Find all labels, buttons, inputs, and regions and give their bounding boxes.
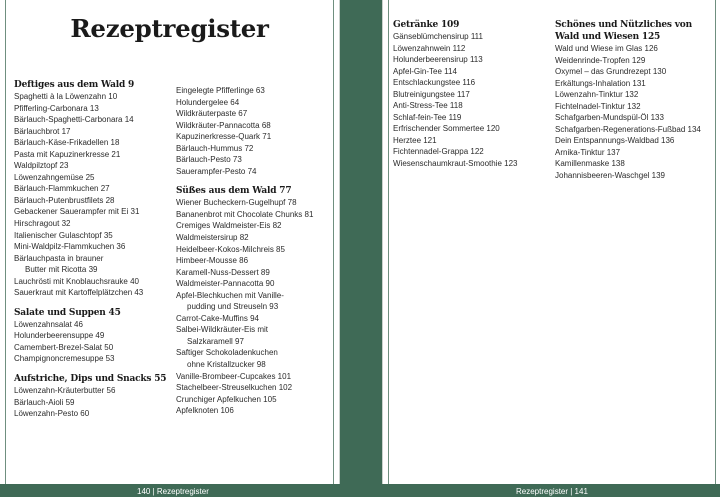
recipe-entry: Hirschragout 32 (14, 219, 71, 229)
recipe-entry: Erkältungs-Inhalation 131 (555, 78, 646, 88)
recipe-entry: Schlaf-fein-Tee 119 (393, 112, 462, 122)
recipe-entry: Eingelegte Pfifferlinge 63 (176, 86, 265, 95)
recipe-entry: Cremiges Waldmeister-Eis 82 (176, 221, 282, 231)
recipe-entry: Champignoncremesuppe 53 (14, 354, 115, 364)
section-spacer (176, 177, 313, 185)
recipe-entry: Apfel-Gin-Tee 114 (393, 66, 457, 76)
recipe-entry: Pasta mit Kapuzinerkresse 21 (14, 149, 121, 159)
recipe-entry: Löwenzahn-Pesto 60 (14, 409, 90, 419)
recipe-entry: Waldmeistersirup 82 (176, 233, 249, 243)
recipe-entry: Italienischer Gulaschtopf 35 (14, 230, 113, 240)
recipe-entry: Gebackener Sauerampfer mit Ei 31 (14, 207, 140, 217)
recipe-entry: Bärlauch-Putenbrustfilets 28 (14, 195, 115, 205)
recipe-entry: Waldmeister-Pannacotta 90 (176, 279, 275, 289)
recipe-entry: Schafgarben-Regenerations-Fußbad 134 (555, 124, 701, 134)
recipe-entry: Camembert-Brezel-Salat 50 (14, 342, 114, 352)
recipe-entry: Fichtelnadel-Tinktur 132 (555, 101, 641, 111)
recipe-entry: Löwenzahn-Kräuterbutter 56 (14, 386, 116, 396)
recipe-entry: Erfrischender Sommertee 120 (393, 124, 500, 134)
recipe-entry: Wiener Bucheckern-Gugelhupf 78 (176, 198, 297, 208)
recipe-entry: Lauchrösti mit Knoblauchsrauke 40 (14, 276, 139, 286)
recipe-entry: Bananenbrot mit Chocolate Chunks 81 (176, 209, 314, 219)
right-page-footer: Rezeptregister | 141 (516, 487, 588, 496)
recipe-entry: Wiesenschaumkraut-Smoothie 123 (393, 159, 518, 169)
page-frame-line (5, 0, 6, 484)
recipe-entry: Holunderbeerensuppe 49 (14, 331, 105, 341)
page-title: Rezeptregister (70, 14, 269, 43)
recipe-entry: Apfelknoten 106 (176, 406, 234, 416)
recipe-entry: Löwenzahngemüse 25 (14, 172, 95, 182)
page-frame-line (388, 0, 389, 484)
recipe-entry: Anti-Stress-Tee 118 (393, 101, 463, 111)
recipe-entry: Fichtennadel-Grappa 122 (393, 147, 484, 157)
recipe-entry: Bärlauch-Hummus 72 (176, 143, 254, 153)
left-page (0, 0, 340, 484)
section-heading: Wald und Wiesen 125 (555, 32, 661, 42)
recipe-entry: Mini-Waldpilz-Flammkuchen 36 (14, 242, 126, 252)
recipe-entry: Bärlauch-Pesto 73 (176, 155, 242, 165)
left-index-column-1 (14, 79, 166, 420)
recipe-entry: Entschlackungstee 116 (393, 78, 476, 88)
recipe-entry: Bärlauch-Spaghetti-Carbonara 14 (14, 115, 134, 125)
recipe-entry: Waldpilztopf 23 (14, 161, 69, 171)
recipe-entry: Schafgarben-Mundspül-Öl 133 (555, 113, 664, 123)
recipe-entry: Dein Entspannungs-Waldbad 136 (555, 136, 675, 146)
recipe-entry: Spaghetti à la Löwenzahn 10 (14, 92, 118, 101)
recipe-entry: Löwenzahnsalat 46 (14, 319, 83, 329)
recipe-entry: Apfel-Blechkuchen mit Vanille- (176, 290, 284, 300)
recipe-entry: Sauerampfer-Pesto 74 (176, 166, 257, 176)
recipe-entry: Himbeer-Mousse 86 (176, 256, 249, 266)
recipe-entry: Crunchiger Apfelkuchen 105 (176, 394, 277, 404)
right-page (382, 0, 720, 484)
recipe-entry: Sauerkraut mit Kartoffelplätzchen 43 (14, 288, 144, 298)
page-frame-line (333, 0, 334, 484)
recipe-entry: Wald und Wiese im Glas 126 (555, 44, 658, 53)
section-spacer (14, 299, 166, 307)
recipe-entry: Herztee 121 (393, 135, 437, 145)
recipe-entry: Johannisbeeren-Waschgel 139 (555, 171, 665, 181)
recipe-entry: Weidenrinde-Tropfen 129 (555, 55, 646, 65)
section-heading: Schönes und Nützliches von (555, 20, 692, 30)
recipe-entry: Salzkaramell 97 (187, 336, 244, 346)
recipe-entry: Heidelbeer-Kokos-Milchreis 85 (176, 244, 285, 254)
recipe-entry: Karamell-Nuss-Dessert 89 (176, 267, 270, 277)
recipe-entry: Bärlauchpasta in brauner (14, 253, 104, 263)
section-heading: Getränke 109 (393, 20, 460, 30)
section-heading: Salate und Suppen 45 (14, 307, 121, 318)
recipe-entry: ohne Kristallzucker 98 (187, 360, 266, 370)
recipe-entry: pudding und Streuseln 93 (187, 302, 279, 312)
recipe-entry: Butter mit Ricotta 39 (25, 265, 98, 275)
right-index-column-2 (555, 19, 701, 182)
right-index-column-1 (393, 19, 518, 170)
recipe-entry: Wildkräuter-Pannacotta 68 (176, 120, 271, 130)
recipe-entry: Stachelbeer-Streuselkuchen 102 (176, 383, 293, 393)
recipe-entry: Bärlauch-Flammkuchen 27 (14, 184, 110, 194)
recipe-entry: Blutreinigungstee 117 (393, 89, 470, 99)
recipe-entry: Pfifferling-Carbonara 13 (14, 103, 99, 113)
recipe-entry: Kapuzinerkresse-Quark 71 (176, 132, 272, 142)
recipe-entry: Löwenzahnwein 112 (393, 43, 466, 53)
recipe-entry: Vanille-Brombeer-Cupcakes 101 (176, 371, 292, 381)
recipe-entry: Kamillenmaske 138 (555, 159, 625, 169)
section-spacer (14, 365, 166, 373)
recipe-entry: Wildkräuterpaste 67 (176, 109, 248, 119)
recipe-entry: Holundergelee 64 (176, 97, 240, 107)
recipe-entry: Löwenzahn-Tinktur 132 (555, 90, 639, 100)
recipe-entry: Holunderbeerensirup 113 (393, 55, 483, 65)
recipe-entry: Bärlauch-Käse-Frikadellen 18 (14, 138, 120, 148)
recipe-entry: Oxymel – das Grundrezept 130 (555, 67, 667, 77)
recipe-entry: Bärlauchbrot 17 (14, 126, 71, 136)
recipe-entry: Saftiger Schokoladenkuchen (176, 348, 278, 358)
page-frame-line (715, 0, 716, 484)
recipe-entry: Bärlauch-Aioli 59 (14, 397, 75, 407)
left-index-column-2 (176, 85, 313, 417)
left-page-footer: 140 | Rezeptregister (137, 487, 209, 496)
section-heading: Aufstriche, Dips und Snacks 55 (14, 374, 167, 385)
section-heading: Deftiges aus dem Wald 9 (14, 80, 135, 90)
recipe-entry: Salbei-Wildkräuter-Eis mit (176, 325, 269, 335)
recipe-entry: Gänseblümchensirup 111 (393, 32, 483, 41)
recipe-entry: Arnika-Tinktur 137 (555, 147, 621, 157)
recipe-entry: Carrot-Cake-Muffins 94 (176, 313, 259, 323)
section-heading: Süßes aus dem Wald 77 (176, 186, 292, 197)
